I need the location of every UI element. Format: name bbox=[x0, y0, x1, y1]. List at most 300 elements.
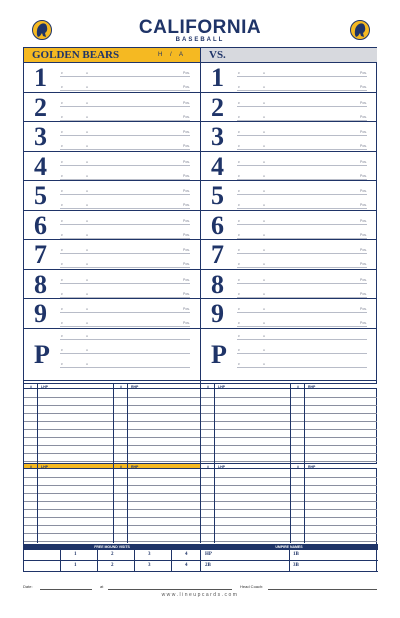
name-marker: A bbox=[263, 173, 266, 178]
player-line[interactable] bbox=[60, 165, 190, 166]
position-label: Pos. bbox=[182, 291, 190, 296]
position-label: Pos. bbox=[182, 203, 190, 207]
number-marker: # bbox=[238, 262, 240, 266]
slot-number: 5 bbox=[34, 181, 47, 210]
sub-header bbox=[24, 463, 200, 469]
number-marker: # bbox=[238, 100, 240, 105]
slot-number: 5 bbox=[211, 181, 224, 210]
visitor-slot bbox=[201, 63, 377, 93]
player-line[interactable] bbox=[60, 267, 190, 268]
number-marker: # bbox=[61, 277, 63, 282]
slot-number: 2 bbox=[211, 92, 224, 122]
player-line[interactable] bbox=[60, 367, 190, 368]
name-marker: A bbox=[263, 85, 266, 89]
position-label: Pos. bbox=[182, 85, 190, 89]
position-label: Pos. bbox=[182, 277, 190, 282]
name-marker: A bbox=[263, 218, 266, 223]
player-line[interactable] bbox=[60, 283, 190, 284]
player-line[interactable] bbox=[237, 353, 367, 354]
number-marker: # bbox=[238, 291, 240, 296]
visitor-team-name: VS. bbox=[209, 49, 226, 61]
mound-visit-number[interactable]: 4 bbox=[185, 563, 188, 568]
visitor-slot bbox=[201, 93, 377, 123]
player-line[interactable] bbox=[237, 326, 367, 327]
name-marker: A bbox=[263, 321, 266, 325]
slot-number: P bbox=[211, 339, 227, 369]
player-line[interactable] bbox=[60, 253, 190, 254]
number-marker: # bbox=[61, 262, 63, 266]
player-line[interactable] bbox=[237, 165, 367, 166]
position-label: Pos. bbox=[182, 232, 190, 237]
column-divider bbox=[37, 383, 38, 463]
number-marker: # bbox=[61, 71, 63, 75]
name-marker: A bbox=[86, 218, 89, 223]
number-marker: # bbox=[238, 85, 240, 89]
mound-visit-number[interactable]: 1 bbox=[74, 552, 77, 557]
number-marker: # bbox=[238, 114, 240, 119]
footer-divider bbox=[60, 550, 61, 572]
number-marker: # bbox=[238, 248, 240, 252]
player-line[interactable] bbox=[60, 224, 190, 225]
player-line[interactable] bbox=[60, 120, 190, 121]
slot-number: 6 bbox=[34, 210, 47, 240]
player-line[interactable] bbox=[237, 208, 367, 209]
player-line[interactable] bbox=[237, 120, 367, 121]
player-line[interactable] bbox=[60, 194, 190, 195]
name-marker: A bbox=[86, 321, 89, 325]
position-label: Pos. bbox=[182, 307, 190, 311]
home-slot bbox=[24, 122, 200, 152]
sub-header bbox=[24, 383, 200, 389]
center-divider bbox=[200, 383, 201, 463]
name-marker: A bbox=[263, 277, 266, 282]
sub-row[interactable] bbox=[24, 429, 200, 430]
number-col-label: # bbox=[297, 465, 299, 469]
visitor-slot bbox=[201, 181, 377, 211]
player-line[interactable] bbox=[237, 253, 367, 254]
mound-visit-number[interactable]: 4 bbox=[185, 552, 188, 557]
column-divider bbox=[127, 383, 128, 463]
column-divider bbox=[127, 463, 128, 543]
sub-row[interactable] bbox=[201, 509, 377, 510]
position-label: Pos. bbox=[359, 173, 367, 178]
name-marker: A bbox=[263, 361, 266, 366]
player-line[interactable] bbox=[60, 339, 190, 340]
number-marker: # bbox=[238, 218, 240, 223]
slot-number: 6 bbox=[211, 210, 224, 240]
name-marker: A bbox=[263, 262, 266, 266]
sub-row[interactable] bbox=[201, 525, 377, 526]
name-marker: A bbox=[263, 307, 266, 311]
number-marker: # bbox=[61, 321, 63, 325]
position-label: Pos. bbox=[359, 232, 367, 237]
position-label: Pos. bbox=[359, 218, 367, 223]
position-label: Pos. bbox=[359, 307, 367, 311]
mound-visit-number[interactable]: 2 bbox=[111, 552, 114, 557]
page-subtitle: BASEBALL bbox=[175, 37, 225, 43]
column-divider bbox=[304, 463, 305, 543]
location-field[interactable] bbox=[108, 589, 232, 590]
player-line[interactable] bbox=[60, 90, 190, 91]
slot-number: 4 bbox=[34, 151, 47, 181]
position-label: Pos. bbox=[182, 218, 190, 223]
position-label: Pos. bbox=[359, 85, 367, 89]
home-slot bbox=[24, 329, 200, 381]
sub-row[interactable] bbox=[201, 493, 377, 494]
name-marker: A bbox=[86, 232, 89, 237]
sub-row[interactable] bbox=[24, 541, 200, 542]
position-label: Pos. bbox=[359, 144, 367, 148]
number-marker: # bbox=[61, 248, 63, 252]
number-marker: # bbox=[61, 114, 63, 119]
lhp-label: LHP bbox=[218, 385, 225, 389]
slot-number: 7 bbox=[34, 240, 47, 269]
number-marker: # bbox=[61, 203, 63, 207]
mound-visit-number[interactable]: 3 bbox=[148, 563, 151, 568]
slot-number: 1 bbox=[34, 63, 47, 92]
name-marker: A bbox=[263, 159, 266, 164]
position-label: Pos. bbox=[182, 173, 190, 178]
player-line[interactable] bbox=[237, 267, 367, 268]
footer-row bbox=[24, 550, 378, 561]
name-marker: A bbox=[86, 307, 89, 311]
player-line[interactable] bbox=[60, 149, 190, 150]
sub-row[interactable] bbox=[24, 517, 200, 518]
sub-row[interactable] bbox=[24, 413, 200, 414]
name-marker: A bbox=[86, 85, 89, 89]
name-marker: A bbox=[86, 144, 89, 148]
player-line[interactable] bbox=[237, 106, 367, 107]
number-marker: # bbox=[238, 277, 240, 282]
mound-visit-number[interactable]: 2 bbox=[111, 563, 114, 568]
number-marker: # bbox=[61, 144, 63, 148]
name-marker: A bbox=[263, 144, 266, 148]
sub-row[interactable] bbox=[201, 413, 377, 414]
name-marker: A bbox=[263, 333, 266, 338]
sub-row[interactable] bbox=[24, 533, 200, 534]
head-coach-field[interactable] bbox=[268, 589, 377, 590]
number-marker: # bbox=[238, 232, 240, 237]
sub-row[interactable] bbox=[201, 461, 377, 462]
slot-number: 2 bbox=[34, 92, 47, 122]
player-line[interactable] bbox=[237, 339, 367, 340]
sub-row[interactable] bbox=[24, 405, 200, 406]
position-label: Pos. bbox=[359, 321, 367, 325]
sub-row[interactable] bbox=[24, 421, 200, 422]
player-line[interactable] bbox=[237, 312, 367, 313]
player-line[interactable] bbox=[60, 297, 190, 298]
lhp-label: LHP bbox=[41, 465, 48, 469]
player-line[interactable] bbox=[60, 312, 190, 313]
lhp-label: LHP bbox=[41, 385, 48, 389]
number-marker: # bbox=[61, 100, 63, 105]
home-slot bbox=[24, 299, 200, 329]
name-marker: A bbox=[86, 248, 89, 252]
player-line[interactable] bbox=[237, 238, 367, 239]
number-marker: # bbox=[238, 333, 240, 338]
position-label: Pos. bbox=[359, 159, 367, 164]
position-label: Pos. bbox=[359, 291, 367, 296]
column-divider bbox=[37, 463, 38, 543]
umpire-position[interactable]: 3B bbox=[293, 563, 299, 568]
slot-number: 1 bbox=[211, 63, 224, 92]
number-marker: # bbox=[61, 130, 63, 134]
number-marker: # bbox=[61, 347, 63, 352]
sub-row[interactable] bbox=[24, 437, 200, 438]
position-label: Pos. bbox=[359, 189, 367, 193]
name-marker: A bbox=[263, 203, 266, 207]
name-marker: A bbox=[86, 347, 89, 352]
sub-row[interactable] bbox=[201, 541, 377, 542]
name-marker: A bbox=[86, 361, 89, 366]
name-marker: A bbox=[263, 71, 266, 75]
umpire-position[interactable]: HP bbox=[205, 552, 212, 557]
rhp-label: RHP bbox=[308, 465, 316, 469]
sub-row[interactable] bbox=[201, 501, 377, 502]
player-line[interactable] bbox=[237, 283, 367, 284]
date-label: Date: bbox=[23, 584, 33, 589]
number-marker: # bbox=[61, 291, 63, 296]
sub-header bbox=[201, 383, 377, 389]
slot-number: P bbox=[34, 339, 50, 369]
number-marker: # bbox=[238, 173, 240, 178]
sub-row[interactable] bbox=[24, 501, 200, 502]
visitor-slot bbox=[201, 240, 377, 270]
column-divider bbox=[113, 463, 114, 543]
name-marker: A bbox=[86, 203, 89, 207]
number-marker: # bbox=[238, 130, 240, 134]
sub-row[interactable] bbox=[24, 525, 200, 526]
sub-row[interactable] bbox=[201, 477, 377, 478]
footer-divider bbox=[289, 550, 290, 572]
position-label: Pos. bbox=[359, 100, 367, 105]
name-marker: A bbox=[86, 173, 89, 178]
number-marker: # bbox=[238, 307, 240, 311]
column-divider bbox=[214, 383, 215, 463]
rhp-label: RHP bbox=[308, 385, 316, 389]
name-marker: A bbox=[263, 232, 266, 237]
name-marker: A bbox=[86, 277, 89, 282]
home-slot bbox=[24, 211, 200, 241]
name-marker: A bbox=[263, 347, 266, 352]
slot-number: 3 bbox=[211, 122, 224, 151]
name-marker: A bbox=[86, 159, 89, 164]
footer-divider bbox=[97, 550, 98, 572]
number-marker: # bbox=[61, 307, 63, 311]
home-slot bbox=[24, 63, 200, 93]
sub-row[interactable] bbox=[201, 517, 377, 518]
name-marker: A bbox=[263, 114, 266, 119]
visitor-lineup bbox=[201, 48, 377, 63]
home-team-header bbox=[24, 48, 200, 63]
rhp-label: RHP bbox=[131, 385, 139, 389]
visitor-slot bbox=[201, 122, 377, 152]
position-label: Pos. bbox=[182, 262, 190, 266]
player-line[interactable] bbox=[60, 326, 190, 327]
number-marker: # bbox=[238, 347, 240, 352]
player-line[interactable] bbox=[237, 90, 367, 91]
visitor-slot bbox=[201, 329, 377, 381]
name-marker: A bbox=[86, 114, 89, 119]
footer-rows bbox=[24, 550, 378, 572]
sub-row[interactable] bbox=[24, 397, 200, 398]
slot-number: 9 bbox=[211, 299, 224, 328]
column-divider bbox=[214, 463, 215, 543]
player-line[interactable] bbox=[60, 353, 190, 354]
number-marker: # bbox=[238, 361, 240, 366]
sub-row[interactable] bbox=[201, 397, 377, 398]
number-marker: # bbox=[238, 203, 240, 207]
position-label: Pos. bbox=[359, 130, 367, 134]
date-field[interactable] bbox=[40, 589, 92, 590]
umpire-position[interactable]: 1B bbox=[293, 552, 299, 557]
column-divider bbox=[304, 383, 305, 463]
number-marker: # bbox=[61, 189, 63, 193]
head-coach-label: Head Coach: bbox=[240, 584, 264, 589]
sub-row[interactable] bbox=[201, 445, 377, 446]
mound-visit-number[interactable]: 3 bbox=[148, 552, 151, 557]
footer-divider bbox=[200, 550, 201, 572]
player-line[interactable] bbox=[60, 106, 190, 107]
name-marker: A bbox=[86, 333, 89, 338]
number-marker: # bbox=[238, 71, 240, 75]
footer-row bbox=[24, 561, 378, 572]
number-col-label: # bbox=[120, 385, 122, 389]
lhp-label: LHP bbox=[218, 465, 225, 469]
home-team-name: GOLDEN BEARS bbox=[32, 49, 120, 61]
umpire-names-label: UMPIRE NAMES bbox=[275, 545, 303, 549]
position-label: Pos. bbox=[359, 71, 367, 75]
home-away-label: H / A bbox=[157, 52, 186, 58]
slot-number: 7 bbox=[211, 240, 224, 269]
home-slot bbox=[24, 181, 200, 211]
player-line[interactable] bbox=[60, 179, 190, 180]
name-marker: A bbox=[86, 130, 89, 134]
player-line[interactable] bbox=[237, 194, 367, 195]
sub-row[interactable] bbox=[24, 453, 200, 454]
sub-header bbox=[201, 463, 377, 469]
sub-row[interactable] bbox=[24, 509, 200, 510]
sub-row[interactable] bbox=[201, 421, 377, 422]
number-col-label: # bbox=[30, 465, 32, 469]
number-col-label: # bbox=[30, 385, 32, 389]
mound-visit-number[interactable]: 1 bbox=[74, 563, 77, 568]
name-marker: A bbox=[263, 291, 266, 296]
player-line[interactable] bbox=[237, 135, 367, 136]
sub-row[interactable] bbox=[201, 533, 377, 534]
player-line[interactable] bbox=[237, 76, 367, 77]
number-col-label: # bbox=[120, 465, 122, 469]
umpire-position[interactable]: 2B bbox=[205, 563, 211, 568]
sub-row[interactable] bbox=[201, 429, 377, 430]
at-label: at bbox=[100, 584, 104, 589]
center-divider bbox=[200, 463, 201, 543]
position-label: Pos. bbox=[359, 114, 367, 119]
number-marker: # bbox=[238, 159, 240, 164]
player-line[interactable] bbox=[60, 135, 190, 136]
number-marker: # bbox=[61, 218, 63, 223]
sub-row[interactable] bbox=[24, 477, 200, 478]
slot-number: 9 bbox=[34, 299, 47, 328]
visitor-slot bbox=[201, 152, 377, 182]
mound-visits-label: FREE MOUND VISITS bbox=[94, 545, 130, 549]
position-label: Pos. bbox=[182, 321, 190, 325]
name-marker: A bbox=[263, 100, 266, 105]
position-label: Pos. bbox=[182, 248, 190, 252]
sub-row[interactable] bbox=[201, 437, 377, 438]
position-label: Pos. bbox=[359, 248, 367, 252]
slot-number: 8 bbox=[34, 269, 47, 299]
page-title: CALIFORNIA bbox=[138, 17, 262, 38]
sub-row[interactable] bbox=[24, 445, 200, 446]
sub-row[interactable] bbox=[24, 485, 200, 486]
column-divider bbox=[290, 463, 291, 543]
home-slot bbox=[24, 152, 200, 182]
name-marker: A bbox=[86, 291, 89, 296]
name-marker: A bbox=[86, 71, 89, 75]
position-label: Pos. bbox=[182, 159, 190, 164]
position-label: Pos. bbox=[182, 100, 190, 105]
lineup-card bbox=[23, 47, 377, 572]
rhp-label: RHP bbox=[131, 465, 139, 469]
footer-divider bbox=[171, 550, 172, 572]
position-label: Pos. bbox=[182, 71, 190, 75]
home-slot bbox=[24, 270, 200, 300]
number-marker: # bbox=[61, 159, 63, 164]
name-marker: A bbox=[263, 130, 266, 134]
position-label: Pos. bbox=[182, 114, 190, 119]
slot-number: 8 bbox=[211, 269, 224, 299]
player-line[interactable] bbox=[237, 179, 367, 180]
player-line[interactable] bbox=[60, 208, 190, 209]
player-line[interactable] bbox=[237, 149, 367, 150]
number-marker: # bbox=[61, 232, 63, 237]
sub-row[interactable] bbox=[201, 453, 377, 454]
sub-row[interactable] bbox=[201, 485, 377, 486]
visitor-slot bbox=[201, 299, 377, 329]
number-marker: # bbox=[238, 189, 240, 193]
sub-row[interactable] bbox=[24, 461, 200, 462]
number-col-label: # bbox=[297, 385, 299, 389]
position-label: Pos. bbox=[182, 130, 190, 134]
number-marker: # bbox=[238, 144, 240, 148]
player-line[interactable] bbox=[237, 297, 367, 298]
visitor-team-header bbox=[201, 48, 377, 63]
name-marker: A bbox=[86, 262, 89, 266]
home-slot bbox=[24, 93, 200, 123]
sub-row[interactable] bbox=[24, 493, 200, 494]
position-label: Pos. bbox=[359, 262, 367, 266]
sub-row[interactable] bbox=[201, 405, 377, 406]
name-marker: A bbox=[86, 189, 89, 193]
position-label: Pos. bbox=[182, 189, 190, 193]
home-lineup bbox=[24, 48, 200, 63]
home-slot bbox=[24, 240, 200, 270]
name-marker: A bbox=[263, 248, 266, 252]
number-marker: # bbox=[238, 321, 240, 325]
player-line[interactable] bbox=[60, 238, 190, 239]
position-label: Pos. bbox=[359, 203, 367, 207]
player-line[interactable] bbox=[237, 367, 367, 368]
position-label: Pos. bbox=[182, 144, 190, 148]
column-divider bbox=[290, 383, 291, 463]
website-url: www.lineupcards.com bbox=[161, 592, 239, 598]
player-line[interactable] bbox=[237, 224, 367, 225]
player-line[interactable] bbox=[60, 76, 190, 77]
visitor-slot bbox=[201, 270, 377, 300]
slot-number: 3 bbox=[34, 122, 47, 151]
name-marker: A bbox=[263, 189, 266, 193]
